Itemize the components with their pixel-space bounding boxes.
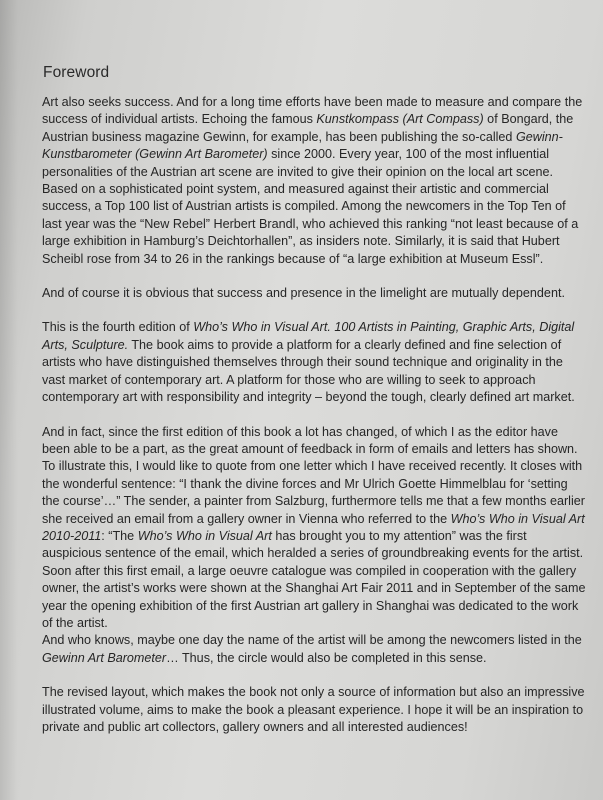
text-run: of Bongard, the Austrian business magazine Gewinn, for example, has been publishing the so-called: [42, 112, 574, 144]
paragraph: [42, 632, 587, 667]
italic-run: Gewinn-Kunstbarometer (Gewinn Art Barometer): [42, 129, 563, 162]
text-run: And who knows, maybe one day the name of the artist will be among the newcomers listed in the: [42, 633, 582, 648]
italic-run: Who’s Who in Visual Art 2010-2011: [42, 511, 585, 543]
paragraph: [42, 319, 587, 406]
text-run: The revised layout, which makes the book not only a source of information but also an impressive illustrated volume, aims to make the book a pleasant experience. I hope it will be an inspiration to private and public art collectors, gallery owners and all interested audiences!: [42, 685, 585, 734]
text-run: : “The: [101, 528, 138, 543]
paragraph: [42, 424, 587, 633]
text-run: And in fact, since the first edition of this book a lot has changed, of which I as the editor have been able to be a part, as the great amount of feedback in form of emails and letters has shown. To illustrate this, I would like to quote from one letter which I have received recently. It closes with the wonderful sentence: “I thank the divine forces and Mr Ulrich Goette Himmelblau for ‘setting the course’…” The sender, a painter from Salzburg, furthermore tells me that a few months earlier she received an email from a gallery owner in Vienna who referred to the: [42, 424, 585, 526]
text-run: This is the fourth edition of: [42, 320, 194, 335]
paragraph: [42, 94, 587, 268]
paragraph: [42, 285, 587, 302]
page-shadow: [0, 0, 18, 800]
foreword-body: [42, 94, 587, 753]
italic-run: Who’s Who in Visual Art. 100 Artists in Painting, Graphic Arts, Digital Arts, Sculpture.: [42, 320, 575, 352]
text-run: The book aims to provide a platform for a clearly defined and fine selection of artists who have distinguished themselves through their sound technique and originality in the vast market of contemporary art. A platform for those who are willing to seek to approach contemporary art with responsibility and integrity – beyond the tough, clearly defined art market.: [42, 337, 575, 405]
italic-run: Gewinn Art Barometer: [42, 650, 167, 665]
page-title: Foreword: [43, 64, 110, 81]
italic-run: Kunstkompass (Art Compass): [316, 112, 484, 127]
paragraph: [42, 684, 587, 736]
text-run: … Thus, the circle would also be completed in this sense.: [166, 650, 487, 665]
text-run: Art also seeks success. And for a long time efforts have been made to measure and compare the success of individual artists. Echoing the famous: [42, 95, 583, 127]
text-run: since 2000. Every year, 100 of the most influential personalities of the Austrian art scene are invited to give their opinion on the local art scene. Based on a sophisticated point system, and measured against their artistic and commercial success, a Top 100 list of Austrian artists is compiled. Among the newcomers in the Top Ten of last year was the “New Rebel” Herbert Brandl, who achieved this ranking “not least because of a large exhibition in Hamburg’s Deichtorhallen”, as insiders note. Similarly, it is said that Hubert Scheibl rose from 34 to 26 in the rankings because of “a large exhibition at Museum Essl”.: [42, 147, 579, 266]
text-run: And of course it is obvious that success and presence in the limelight are mutually dependent.: [42, 286, 565, 301]
italic-run: Who’s Who in Visual Art: [137, 528, 272, 543]
text-run: has brought you to my attention” was the first auspicious sentence of the email, which heralded a series of groundbreaking events for the artist. Soon after this first email, a large oeuvre catalogue was compiled in cooperation with the gallery owner, the artist’s works were shown at the Shanghai Art Fair 2011 and in September of the same year the opening exhibition of the first Austrian art gallery in Shanghai was dedicated to the work of the artist.: [42, 528, 586, 630]
